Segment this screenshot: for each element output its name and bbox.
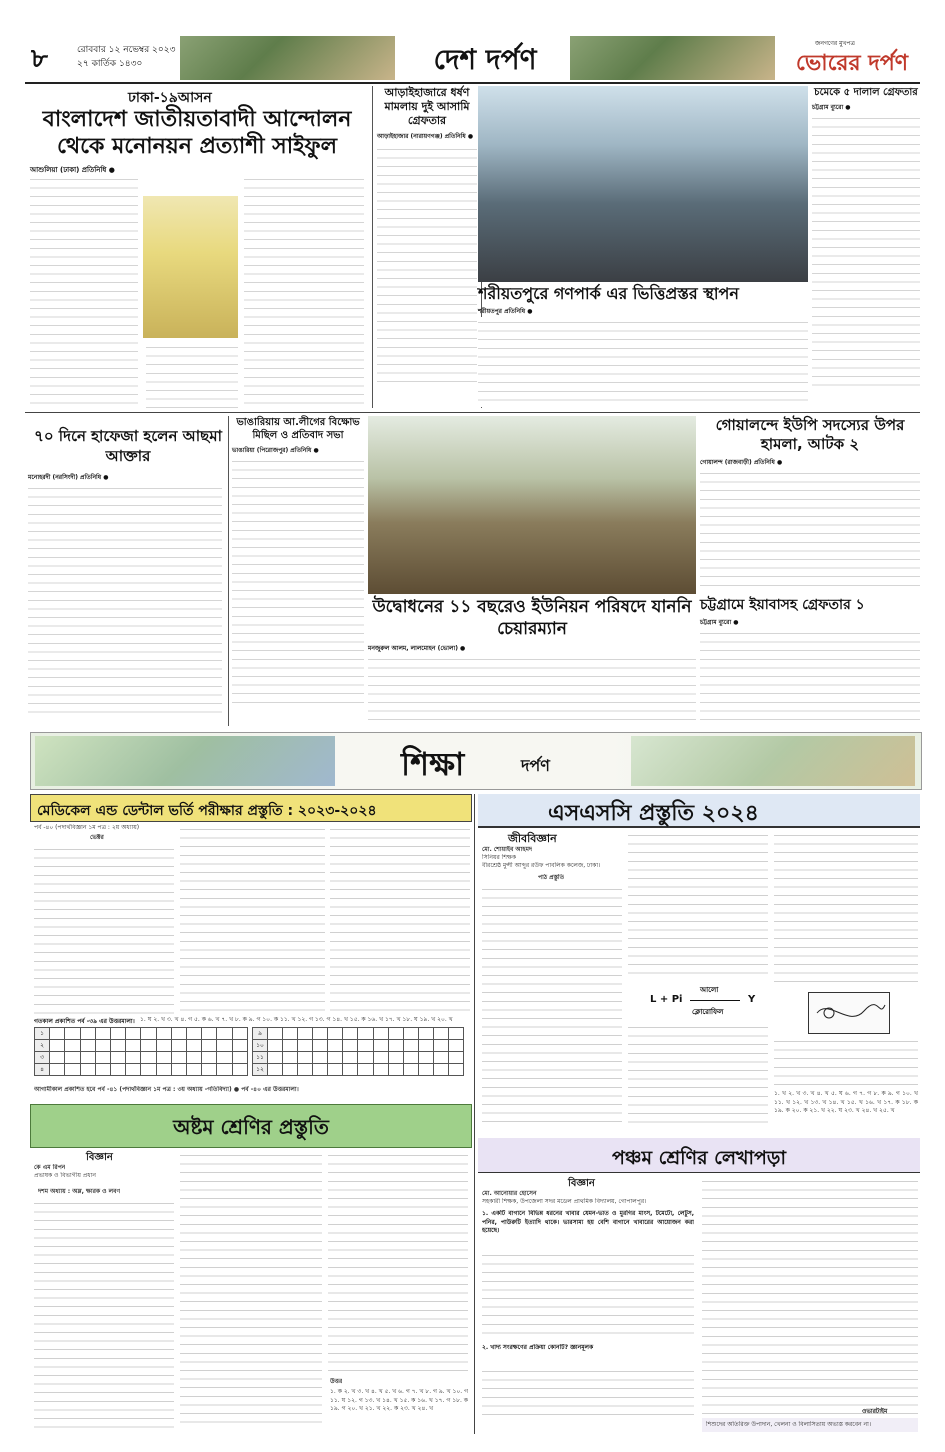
ssc-chapter: পাঠ প্রস্তুতি (538, 874, 565, 881)
class5-teacher-role: সহকারী শিক্ষক, উপজেলা সদর মডেল প্রাথমিক বিদ্যালয়, গোপালপুর। (482, 1198, 647, 1205)
story-rape-headline: আড়াইহাজারে ধর্ষণ মামলায় দুই আসামি গ্রেফতার (384, 86, 470, 127)
ssc-title-bar (478, 794, 920, 828)
medical-questions-col3 (330, 824, 470, 1014)
class5-footer (702, 1408, 918, 1432)
story-rape-body (377, 144, 477, 384)
grid-row (253, 1052, 464, 1064)
medical-questions-col1 (34, 844, 174, 1014)
diagram-label-bottom: ক্লোরোফিল (692, 1008, 724, 1016)
grid-row-label: ২ (35, 1040, 50, 1052)
class8-teacher: কে এম রিপন (34, 1164, 66, 1171)
class5-title-bar (478, 1138, 920, 1173)
brand-tagline: জনগণের মুখপত্র (815, 40, 855, 47)
story-union-byline: মনজুরুল আলম, লালমোহন (ভোলা) ● (368, 645, 466, 652)
diagram-label-top: আলো (700, 986, 719, 994)
neuron-figure (808, 992, 890, 1034)
story-union-headline: উদ্বোধনের ১১ বছরেও ইউনিয়ন পরিষদে যাননি চেয়ারম্যান (372, 597, 692, 639)
medical-answers-label-text: গতকাল প্রকাশিত পর্ব -৩৯ এর উত্তরমালা। (34, 1018, 135, 1025)
story-goalanda-byline: গোয়ালন্দ (রাজবাড়ী) প্রতিনিধি ● (700, 459, 783, 466)
story-bhangaria-headline: ভাঙারিয়ায় আ.লীগের বিক্ষোভ মিছিল ও প্রতিবাদ সভা (236, 417, 360, 441)
banner-title: শিক্ষা (401, 745, 465, 783)
diagram-equation: L + Pi (650, 994, 683, 1005)
ssc-section (478, 794, 920, 1134)
class8-title-bar (30, 1104, 472, 1148)
lead-body-col2 (146, 342, 238, 410)
banner-subtitle: দর্পণ (521, 756, 550, 775)
story-bhangaria-byline: ভাঙারিয়া (পিরোজপুর) প্রতিনিধি ● (232, 447, 319, 454)
page-header (25, 34, 920, 84)
medical-answer-grid (34, 1027, 466, 1079)
grid-row (35, 1064, 248, 1076)
lead-headline: বাংলাদেশ জাতীয়তাবাদী আন্দোলন থেকে মনোনয়ন প্রত্যাশী সাইফুল (42, 107, 352, 159)
page-number: ৮ (31, 44, 48, 74)
ssc-teacher: মো. শোয়াইব আহমদ (482, 846, 533, 853)
medical-questions-col2 (180, 824, 325, 1014)
class8-answers-label: উত্তর (330, 1378, 343, 1385)
class8-teacher-role: প্রভাষক ও বিভাগীয় প্রধান (34, 1172, 96, 1179)
medical-section (30, 794, 470, 1099)
diagram-y: Y (748, 994, 756, 1005)
class5-footer-text: শিশুদের অতিরিক্ত উপাদান, খেলনা ও বিলাসিতায় অভ্যস্ত করবেন না। (706, 1421, 872, 1428)
class5-section (478, 1138, 920, 1434)
ssc-questions-col2 (628, 830, 768, 980)
candidate-photo (143, 196, 238, 338)
story-bhangaria (232, 416, 364, 726)
class5-col2 (702, 1176, 918, 1414)
class5-q1: ১. একটি বাগানে বিভিন্ন ধরনের খাবার যেমন-ভাত ও মুরগির মাংস, টমেটো, লেটুস, পনির, পাউরুটি ইত্যাদি থাকে। ভারসাম্য হয় বেশি বাগানে খাবারের আয়োজন করা হয়েছে। (482, 1210, 694, 1235)
story-hafeza-byline: মনোহরদী (নরসিংদী) প্রতিনিধি ● (28, 474, 109, 481)
story-shariatpur-byline: শরীয়তপুর প্রতিনিধি ● (478, 308, 533, 315)
medical-title: মেডিকেল এন্ড ডেন্টাল ভর্তি পরীক্ষার প্রস্তুতি : ২০২৩-২০২৪ (37, 803, 377, 819)
grid-row-label: ১০ (253, 1040, 268, 1052)
lead-body-col1 (30, 174, 138, 409)
grid-row-label: ৪ (35, 1064, 50, 1076)
medical-answers-row: ১. ঘ ২. খ ৩. খ ৪. গ ৫. ক ৬. খ ৭. খ ৮. ক ৯. গ ১০. ক ১১. খ ১২. গ ১৩. গ ১৪. খ ১৫. ক ১৬. খ ১৭. খ ১৮. ঘ ১৯. খ ২০. খ (140, 1016, 453, 1023)
story-hafeza-body (28, 483, 222, 715)
banner-photo-right (631, 736, 915, 786)
banner-photo-left (35, 736, 335, 786)
story-goalanda (700, 416, 920, 586)
class5-answers-col1b (482, 1366, 694, 1416)
story-rape-byline: আড়াইহাজার (নারায়ণগঞ্জ) প্রতিনিধি ● (377, 133, 474, 140)
date-line-1: রোববার ১২ নভেম্বর ২০২৩ (77, 45, 176, 55)
story-broker-body (812, 113, 920, 393)
grid-row-label: ১২ (253, 1064, 268, 1076)
brand-logo: ভোরের দর্পণ (795, 51, 909, 76)
story-union-body (368, 654, 696, 722)
medical-part: পর্ব -৪০ (পদার্থবিজ্ঞান ১ম পত্র : ২য় অধ্যায়) (34, 824, 140, 831)
ssc-school: বীরশ্রেষ্ঠ মুন্সী আব্দুর রউফ পাবলিক কলেজ, ঢাকা। (482, 862, 601, 869)
class8-chapter: দশম অধ্যায় : অম্ল, ক্ষারক ও লবণ (38, 1188, 121, 1195)
story-shariatpur-body (478, 317, 808, 407)
ssc-questions-col1 (482, 884, 622, 1129)
header-photo-strip-left (180, 36, 395, 80)
shariatpur-photo (478, 86, 808, 282)
story-broker-byline: চট্টগ্রাম ব্যুরো ● (812, 104, 851, 111)
class8-questions-col3 (328, 1150, 468, 1375)
story-hafeza-headline: ৭০ দিনে হাফেজা হলেন আছমা আক্তার (34, 427, 222, 465)
class8-subject: বিজ্ঞান (86, 1152, 113, 1163)
class8-questions-col2 (180, 1150, 322, 1428)
grid-row-label: ৩ (35, 1052, 50, 1064)
neuron-sketch (809, 993, 889, 1033)
section-title: দেশ দর্পণ (433, 43, 537, 76)
ssc-questions-col3 (774, 830, 918, 990)
diagram-arrow (690, 1000, 740, 1001)
medical-answers-label (34, 1016, 135, 1027)
ssc-questions-col3b (774, 1036, 918, 1086)
class8-title: অষ্টম শ্রেণির প্রস্তুতি (173, 1115, 329, 1139)
class5-subject: বিজ্ঞান (568, 1178, 595, 1189)
ssc-subject: জীববিজ্ঞান (508, 832, 557, 845)
story-yaba-body (700, 628, 920, 720)
header-photo-strip-right (570, 36, 775, 80)
date-line-2: ২৭ কার্তিক ১৪৩০ (77, 59, 143, 69)
grid-row-label: ১ (35, 1028, 50, 1040)
ssc-answers: ১. খ ২. খ ৩. খ ৪. খ ৫. ঘ ৬. গ ৭. গ ৮. ক ৯. গ ১০. খ ১১. খ ১২. খ ১৩. খ ১৪. খ ১৫. খ ১৬. খ ১৭. ক ১৮. ক ১৯. ক ২০. ক ২১. খ ২২. ঘ ২৩. খ ২৪. খ ২৫. খ (774, 1090, 918, 1115)
class8-questions-col1 (34, 1198, 174, 1428)
story-yaba-headline: চট্টগ্রামে ইয়াবাসহ গ্রেফতার ১ (700, 597, 865, 613)
class5-footer-tag: ওভারটাইম (862, 1408, 888, 1415)
grid-row (35, 1040, 248, 1052)
education-banner (30, 732, 922, 790)
medical-title-bar (30, 794, 472, 822)
class8-section (30, 1104, 470, 1434)
photosynthesis-diagram (630, 984, 768, 1020)
grid-left (34, 1027, 250, 1076)
grid-row-label: ১১ (253, 1052, 268, 1064)
grid-row (253, 1040, 464, 1052)
story-broker-headline: চমেকে ৫ দালাল গ্রেফতার (814, 87, 918, 98)
story-shariatpur-headline: শরীয়তপুরে গণপার্ক এর ভিত্তিপ্রস্তর স্থাপন (478, 284, 739, 303)
story-rape-case (372, 86, 482, 408)
lead-kicker: ঢাকা-১৯আসন (128, 90, 212, 106)
union-building-photo (368, 416, 696, 594)
grid-row (35, 1028, 248, 1040)
grid-row (253, 1064, 464, 1076)
story-union (368, 596, 696, 726)
story-goalanda-headline: গোয়ালন্দে ইউপি সদস্যের উপর হামলা, আটক ২ (715, 416, 905, 453)
ssc-questions-col2b (628, 1022, 768, 1129)
class8-answers: ১. ক ২. খ ৩. খ ৪. খ ৫. খ ৬. গ ৭. খ ৮. গ ৯. খ ১০. গ ১১. ঘ ১২. গ ১৩. খ ১৪. খ ১৫. ক ১৬. খ ১৭. গ ১৮. ক ১৯. গ ২০. খ ২১. খ ২২. ক ২৩. খ ২৪. খ (330, 1388, 468, 1413)
story-yaba-byline: চট্টগ্রাম ব্যুরো ● (700, 619, 739, 626)
grid-row (35, 1052, 248, 1064)
grid-row-label: ৯ (253, 1028, 268, 1040)
medical-footer-note: আগামীকাল প্রকাশিত হবে পর্ব -৪১ (পদার্থবিজ্ঞান ১ম পত্র : ৩য় অধ্যায় -গতিবিদ্যা) ● পর্ব -৪০ এর উত্তরমালা। (34, 1086, 299, 1093)
ssc-title: এসএসসি প্রস্তুতি ২০২৪ (548, 801, 759, 826)
medical-topic: ভেক্টর (90, 834, 104, 841)
grid-row (253, 1028, 464, 1040)
lead-story (28, 86, 366, 412)
lead-byline: আশুলিয়া (ঢাকা) প্রতিনিধি ● (30, 166, 115, 174)
lead-body-col3 (244, 174, 364, 409)
class5-teacher: মো. আনোয়ার হোসেন (482, 1190, 537, 1197)
class5-q2: ২. খাদ্য সংরক্ষণের প্রক্রিয়া কোনটি? জ্ঞানমূলক (482, 1344, 594, 1351)
story-broker (812, 86, 920, 408)
class5-answers-col1 (482, 1250, 694, 1340)
grid-right (252, 1027, 466, 1076)
story-yaba (700, 596, 920, 726)
story-shariatpur (478, 284, 808, 404)
story-bhangaria-body (232, 456, 364, 706)
class5-title: পঞ্চম শ্রেণির লেখাপড়া (612, 1147, 786, 1169)
ssc-teacher-role: সিনিয়র শিক্ষক (482, 854, 517, 861)
story-goalanda-body (700, 468, 920, 588)
story-hafeza (28, 416, 229, 726)
